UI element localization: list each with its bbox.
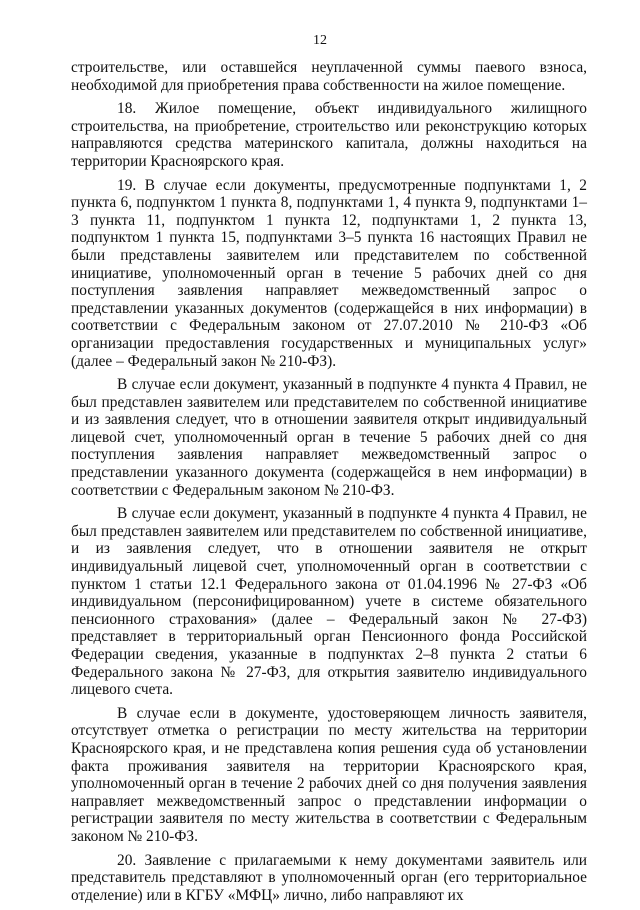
- paragraph-20: 20. Заявление с прилагаемыми к нему документами заявитель или представитель представляют в уполномоченный орган (его территориальное отделение) или в КГБУ «МФЦ» лично, либо направляют их: [71, 851, 587, 904]
- page-number: 12: [313, 33, 327, 48]
- paragraph-continuation: строительстве, или оставшейся неуплаченной суммы паевого взноса, необходимой для приобретения права собственности на жилое помещение.: [71, 59, 587, 94]
- paragraph-19-part-3: В случае если документ, указанный в подпункте 4 пункта 4 Правил, не был представлен заявителем или представителем по собственной инициативе, и из заявления следует, что в отношении заявителя не открыт индивидуальный лицевой счет, уполномоченный орган в соответствии с пунктом 1 статьи 12.1 Федерального закона от 01.04.1996 № 27-ФЗ «Об индивидуальном (персонифицированном) учете в системе обязательного пенсионного страхования» (далее – Федеральный закон № 27-ФЗ) представляет в территориальный орган Пенсионного фонда Российской Федерации сведения, указанные в подпунктах 2–8 пункта 2 статьи 6 Федерального закона № 27-ФЗ, для открытия заявителю индивидуального лицевого счета.: [71, 505, 587, 699]
- paragraph-19-part-2: В случае если документ, указанный в подпункте 4 пункта 4 Правил, не был представлен заявителем или представителем по собственной инициативе и из заявления следует, что в отношении заявителя открыт индивидуальный лицевой счет, уполномоченный орган в течение 5 рабочих дней со дня поступления заявления направляет межведомственный запрос о представлении указанного документа (содержащейся в нем информации) в соответствии с Федеральным законом № 210-ФЗ.: [71, 376, 587, 499]
- paragraph-19: 19. В случае если документы, предусмотренные подпунктами 1, 2 пункта 6, подпунктом 1 пункта 8, подпунктами 1, 4 пункта 9, подпунктами 1–3 пункта 11, подпунктом 1 пункта 12, подпунктами 1, 2 пункта 13, подпунктом 1 пункта 15, подпунктами 3–5 пункта 16 настоящих Правил не были представлены заявителем или представителем по собственной инициативе, уполномоченный орган в течение 5 рабочих дней со дня поступления заявления направляет межведомственный запрос о представлении указанных документов (содержащейся в них информации) в соответствии с Федеральным законом от 27.07.2010 № 210-ФЗ «Об организации предоставления государственных и муниципальных услуг» (далее – Федеральный закон № 210-ФЗ).: [71, 176, 587, 370]
- paragraph-19-part-4: В случае если в документе, удостоверяющем личность заявителя, отсутствует отметка о регистрации по месту жительства на территории Красноярского края, и не представлена копия решения суда об установлении факта проживания заявителя на территории Красноярского края, уполномоченный орган в течение 2 рабочих дней со дня получения заявления направляет межведомственный запрос о представлении информации о регистрации заявителя по месту жительства в соответствии с Федеральным законом № 210-ФЗ.: [71, 704, 587, 845]
- document-body: [71, 59, 587, 910]
- paragraph-18: 18. Жилое помещение, объект индивидуального жилищного строительства, на приобретение, строительство или реконструкцию которых направляются средства материнского капитала, должны находиться на территории Красноярского края.: [71, 100, 587, 170]
